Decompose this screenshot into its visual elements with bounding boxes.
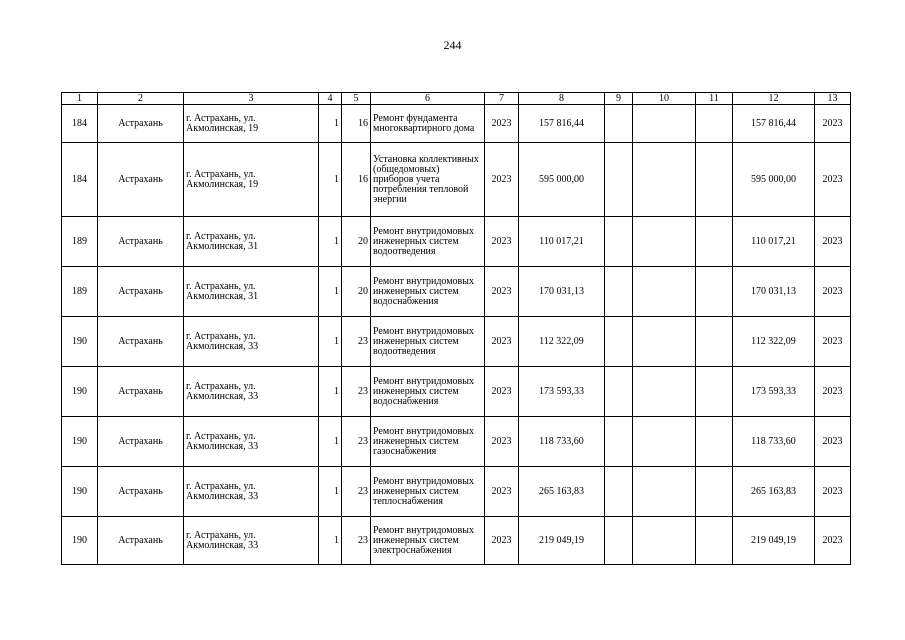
cell-col13-year: 2023 xyxy=(815,517,851,565)
cell-work-type: Ремонт внутридомовых инженерных систем водоотведения xyxy=(371,217,485,267)
cell-work-type: Установка коллективных (общедомовых) приборов учета потребления тепловой энергии xyxy=(371,143,485,217)
cell-address: г. Астрахань, ул. Акмолинская, 33 xyxy=(184,467,319,517)
cell-year: 2023 xyxy=(485,517,519,565)
cell-col11 xyxy=(696,367,733,417)
table-row xyxy=(62,217,851,267)
cell-number: 190 xyxy=(62,367,98,417)
cell-work-type: Ремонт внутридомовых инженерных систем газоснабжения xyxy=(371,417,485,467)
cell-col13-year: 2023 xyxy=(815,317,851,367)
cell-col10 xyxy=(633,517,696,565)
cell-col12-amount: 110 017,21 xyxy=(733,217,815,267)
cell-col5: 23 xyxy=(342,367,371,417)
cell-col4: 1 xyxy=(319,267,342,317)
cell-col4: 1 xyxy=(319,417,342,467)
col-header-9: 9 xyxy=(605,93,633,105)
cell-col11 xyxy=(696,267,733,317)
cell-col5: 23 xyxy=(342,467,371,517)
header-row xyxy=(62,93,851,105)
cell-number: 190 xyxy=(62,317,98,367)
col-header-1: 1 xyxy=(62,93,98,105)
cell-col11 xyxy=(696,467,733,517)
cell-year: 2023 xyxy=(485,143,519,217)
cell-col4: 1 xyxy=(319,217,342,267)
cell-address: г. Астрахань, ул. Акмолинская, 19 xyxy=(184,143,319,217)
cell-municipality: Астрахань xyxy=(98,517,184,565)
cell-year: 2023 xyxy=(485,217,519,267)
cell-col12-amount: 157 816,44 xyxy=(733,105,815,143)
cell-col10 xyxy=(633,105,696,143)
cell-col4: 1 xyxy=(319,467,342,517)
cell-col11 xyxy=(696,517,733,565)
cell-number: 184 xyxy=(62,105,98,143)
cell-col13-year: 2023 xyxy=(815,417,851,467)
cell-address: г. Астрахань, ул. Акмолинская, 33 xyxy=(184,417,319,467)
cell-cost: 173 593,33 xyxy=(519,367,605,417)
cell-col11 xyxy=(696,217,733,267)
cell-year: 2023 xyxy=(485,267,519,317)
cell-municipality: Астрахань xyxy=(98,143,184,217)
cell-col12-amount: 265 163,83 xyxy=(733,467,815,517)
table-row xyxy=(62,417,851,467)
cell-col5: 20 xyxy=(342,217,371,267)
cell-address: г. Астрахань, ул. Акмолинская, 33 xyxy=(184,317,319,367)
cell-col11 xyxy=(696,143,733,217)
cell-number: 190 xyxy=(62,417,98,467)
cell-col5: 23 xyxy=(342,417,371,467)
cell-col5: 23 xyxy=(342,517,371,565)
cell-col12-amount: 118 733,60 xyxy=(733,417,815,467)
cell-cost: 112 322,09 xyxy=(519,317,605,367)
cell-municipality: Астрахань xyxy=(98,467,184,517)
cell-col13-year: 2023 xyxy=(815,105,851,143)
cell-work-type: Ремонт внутридомовых инженерных систем электроснабжения xyxy=(371,517,485,565)
cell-work-type: Ремонт внутридомовых инженерных систем водоснабжения xyxy=(371,267,485,317)
cell-col9 xyxy=(605,317,633,367)
cell-cost: 118 733,60 xyxy=(519,417,605,467)
cell-address: г. Астрахань, ул. Акмолинская, 19 xyxy=(184,105,319,143)
cell-work-type: Ремонт внутридомовых инженерных систем теплоснабжения xyxy=(371,467,485,517)
col-header-6: 6 xyxy=(371,93,485,105)
cell-col4: 1 xyxy=(319,143,342,217)
cell-col10 xyxy=(633,417,696,467)
cell-year: 2023 xyxy=(485,467,519,517)
table-row xyxy=(62,105,851,143)
cell-year: 2023 xyxy=(485,105,519,143)
col-header-8: 8 xyxy=(519,93,605,105)
cell-col13-year: 2023 xyxy=(815,467,851,517)
cell-address: г. Астрахань, ул. Акмолинская, 31 xyxy=(184,267,319,317)
col-header-4: 4 xyxy=(319,93,342,105)
cell-col11 xyxy=(696,105,733,143)
cell-work-type: Ремонт фундамента многоквартирного дома xyxy=(371,105,485,143)
cell-col9 xyxy=(605,217,633,267)
table-row xyxy=(62,267,851,317)
table-row xyxy=(62,317,851,367)
table-row xyxy=(62,517,851,565)
cell-col9 xyxy=(605,417,633,467)
cell-number: 189 xyxy=(62,217,98,267)
cell-col13-year: 2023 xyxy=(815,267,851,317)
cell-col11 xyxy=(696,317,733,367)
cell-col10 xyxy=(633,267,696,317)
cell-col13-year: 2023 xyxy=(815,143,851,217)
col-header-3: 3 xyxy=(184,93,319,105)
table-row xyxy=(62,143,851,217)
cell-col10 xyxy=(633,367,696,417)
cell-number: 189 xyxy=(62,267,98,317)
cell-cost: 157 816,44 xyxy=(519,105,605,143)
cell-cost: 110 017,21 xyxy=(519,217,605,267)
cell-number: 184 xyxy=(62,143,98,217)
cell-col10 xyxy=(633,143,696,217)
cell-address: г. Астрахань, ул. Акмолинская, 31 xyxy=(184,217,319,267)
cell-col9 xyxy=(605,467,633,517)
cell-col4: 1 xyxy=(319,317,342,367)
cell-cost: 170 031,13 xyxy=(519,267,605,317)
cell-col10 xyxy=(633,217,696,267)
cell-col12-amount: 595 000,00 xyxy=(733,143,815,217)
cell-municipality: Астрахань xyxy=(98,267,184,317)
repair-program-table xyxy=(61,92,851,565)
page-number: 244 xyxy=(443,38,462,52)
cell-col5: 23 xyxy=(342,317,371,367)
col-header-5: 5 xyxy=(342,93,371,105)
cell-col9 xyxy=(605,267,633,317)
cell-address: г. Астрахань, ул. Акмолинская, 33 xyxy=(184,367,319,417)
table-row xyxy=(62,367,851,417)
col-header-10: 10 xyxy=(633,93,696,105)
cell-year: 2023 xyxy=(485,417,519,467)
table-row xyxy=(62,467,851,517)
cell-work-type: Ремонт внутридомовых инженерных систем водоснабжения xyxy=(371,367,485,417)
cell-col13-year: 2023 xyxy=(815,367,851,417)
col-header-7: 7 xyxy=(485,93,519,105)
cell-cost: 265 163,83 xyxy=(519,467,605,517)
cell-col10 xyxy=(633,467,696,517)
cell-municipality: Астрахань xyxy=(98,317,184,367)
cell-col9 xyxy=(605,105,633,143)
cell-col9 xyxy=(605,143,633,217)
cell-col4: 1 xyxy=(319,367,342,417)
cell-municipality: Астрахань xyxy=(98,367,184,417)
cell-address: г. Астрахань, ул. Акмолинская, 33 xyxy=(184,517,319,565)
cell-year: 2023 xyxy=(485,367,519,417)
cell-col11 xyxy=(696,417,733,467)
cell-municipality: Астрахань xyxy=(98,105,184,143)
cell-col4: 1 xyxy=(319,105,342,143)
cell-col12-amount: 112 322,09 xyxy=(733,317,815,367)
col-header-11: 11 xyxy=(696,93,733,105)
cell-work-type: Ремонт внутридомовых инженерных систем водоотведения xyxy=(371,317,485,367)
col-header-2: 2 xyxy=(98,93,184,105)
cell-col12-amount: 219 049,19 xyxy=(733,517,815,565)
cell-col10 xyxy=(633,317,696,367)
cell-number: 190 xyxy=(62,467,98,517)
cell-cost: 219 049,19 xyxy=(519,517,605,565)
cell-year: 2023 xyxy=(485,317,519,367)
cell-col9 xyxy=(605,517,633,565)
cell-municipality: Астрахань xyxy=(98,217,184,267)
cell-number: 190 xyxy=(62,517,98,565)
cell-municipality: Астрахань xyxy=(98,417,184,467)
cell-col5: 20 xyxy=(342,267,371,317)
cell-col12-amount: 170 031,13 xyxy=(733,267,815,317)
col-header-13: 13 xyxy=(815,93,851,105)
cell-col4: 1 xyxy=(319,517,342,565)
cell-col5: 16 xyxy=(342,143,371,217)
col-header-12: 12 xyxy=(733,93,815,105)
cell-col9 xyxy=(605,367,633,417)
cell-cost: 595 000,00 xyxy=(519,143,605,217)
cell-col5: 16 xyxy=(342,105,371,143)
cell-col12-amount: 173 593,33 xyxy=(733,367,815,417)
cell-col13-year: 2023 xyxy=(815,217,851,267)
